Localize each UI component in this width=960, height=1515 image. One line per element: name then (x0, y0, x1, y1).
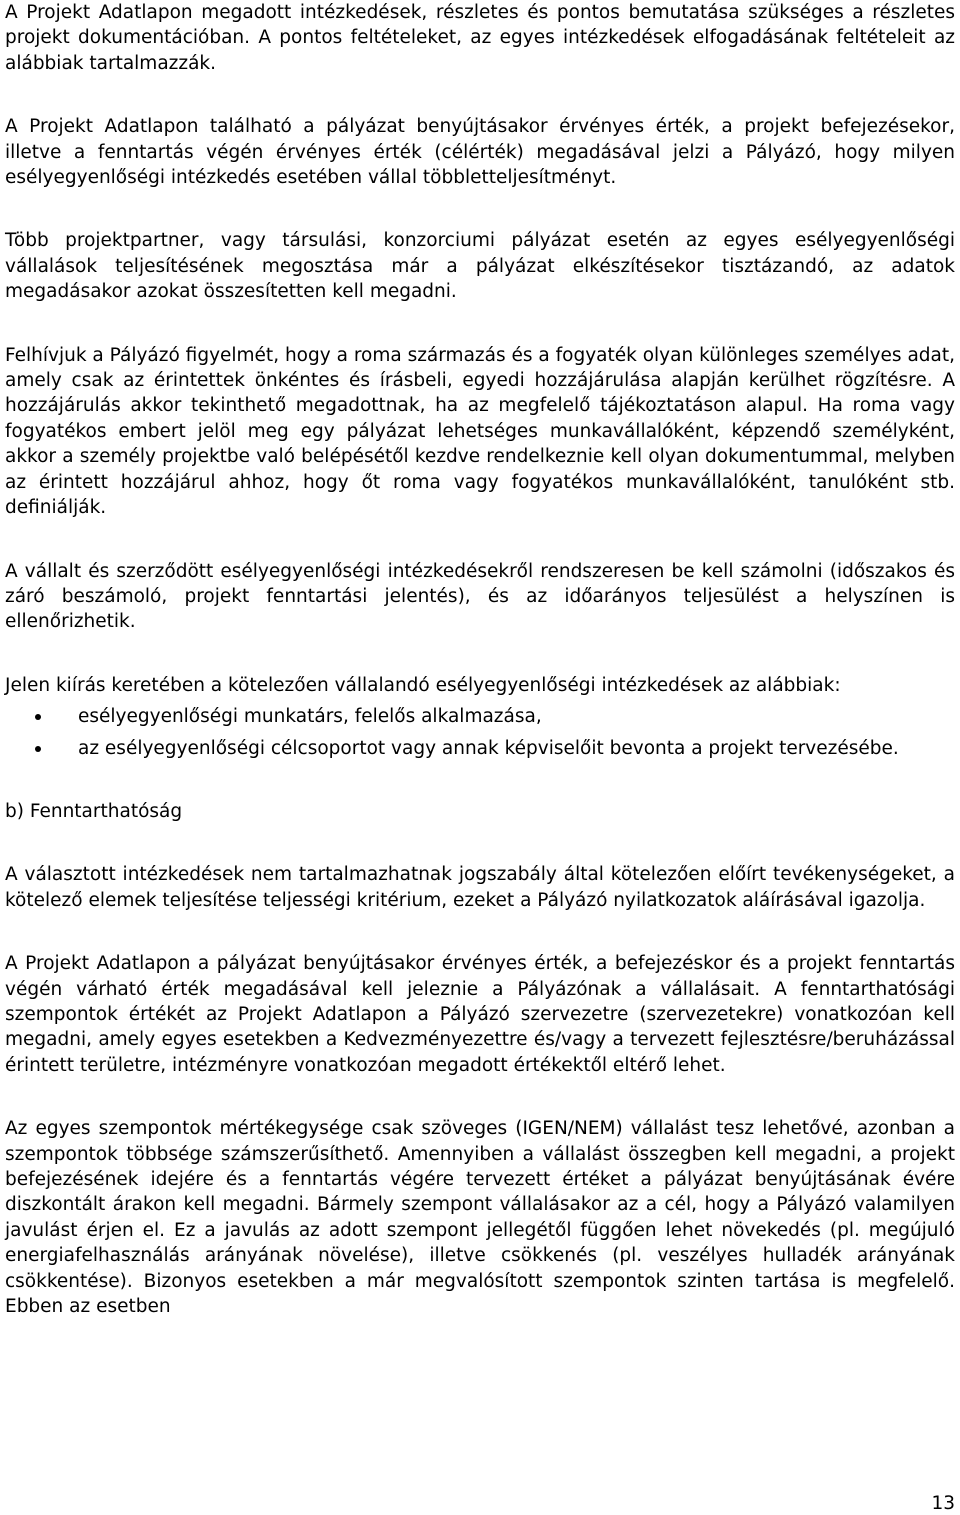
paragraph-mertekegyseg: Az egyes szempontok mértékegysége csak szöveges (IGEN/NEM) vállalást tesz lehetővé, azonban a szempontok többsége számszerűsíthető. Amennyiben a vállalást összegben kell megadni, a projekt befejezésének idejére és a fenntartás végére tervezett értéket a pályázat benyújtásának évére diszkontált árakon kell megadni. Bármely szempont vállalásakor az a cél, hogy a Pályázó valamilyen javulást érjen el. Ez a javulás az adott szempont jellegétől függően lehet növekedés (pl. megújuló energiafelhasználás arányának növelése), illetve csökkenés (pl. veszélyes hulladék arányának csökkentése). Bizonyos esetekben a már megvalósított szempontok szinten tartása is megfelelő. Ebben az esetben (5, 1118, 955, 1318)
bullet-item-celcsoport (5, 736, 955, 761)
bullet-text: az esélyegyenlőségi célcsoportot vagy annak képviselőit bevonta a projekt tervezésébe. (78, 737, 899, 759)
section-heading: b) Fenntarthatóság (5, 800, 183, 822)
bullet-dot-icon (35, 714, 41, 720)
paragraph-valasztott-intezkedesek: A választott intézkedések nem tartalmazhatnak jogszabály által kötelezően előírt tevékenységeket, a kötelező elemek teljesítése teljességi kritérium, ezeket a Pályázó nyilatkozatok aláírásával igazolja. (5, 864, 955, 911)
paragraph-intro: A Projekt Adatlapon megadott intézkedések, részletes és pontos bemutatása szükséges a részletes projekt dokumentációban. A pontos feltételeket, az egyes intézkedések elfogadásának feltételeit az alábbiak tartalmazzák. (5, 2, 955, 74)
bullet-text: esélyegyenlőségi munkatárs, felelős alkalmazása, (78, 706, 542, 728)
bullet-list (5, 704, 955, 761)
paragraph-projektpartner: Több projektpartner, vagy társulási, konzorciumi pályázat esetén az egyes esélyegyenlőségi vállalások teljesítésének megosztása már a pályázat elkészítésekor tisztázandó, az adatok megadásakor azokat összesítetten kell megadni. (5, 230, 955, 303)
paragraph-adatlap-ertek: A Projekt Adatlapon található a pályázat benyújtásakor érvényes érték, a projekt befejezésekor, illetve a fenntartás végén érvényes érték (célérték) megadásával jelzi a Pályázó, hogy milyen esélyegyenlőségi intézkedés esetében vállal többletteljesítményt. (5, 116, 955, 189)
paragraph-fenntarthatosagi-ertek: A Projekt Adatlapon a pályázat benyújtásakor érvényes érték, a befejezéskor és a projekt fenntartás végén várható érték megadásával kell jeleznie a Pályázónak a vállalásait. A fenntarthatósági szempontok értékét az Projekt Adatlapon a Pályázó szervezetre (szervezetekre) vonatkozóan kell megadni, amely egyes esetekben a Kedvezményezettre és/vagy a tervezett fejlesztésre/beruházással érintett területre, intézményre vonatkozóan megadott értékektől eltérő lehet. (5, 953, 955, 1076)
document-page (5, 0, 955, 1319)
paragraph-roma-fogyatek: Felhívjuk a Pályázó figyelmét, hogy a roma származás és a fogyaték olyan különleges személyes adat, amely csak az érintettek önkéntes és írásbeli, egyedi hozzájárulása alapján kerülhet rögzítésre. A hozzájárulás akkor tekinthető megadottnak, ha az megfelelő tájékoztatáson alapul. Ha roma vagy fogyatékos embert jelöl meg egy pályázat lehetséges munkavállalóként, képzendő személyként, akkor a személy projektbe való belépésétől kezdve rendelkeznie kell olyan dokumentummal, melyben az érintett hozzájárul ahhoz, hogy őt roma vagy fogyatékos munkavállalóként, tanulóként stb. definiálják. (5, 344, 955, 519)
page-number: 13 (931, 1493, 955, 1514)
paragraph-beszamolas: A vállalt és szerződött esélyegyenlőségi intézkedésekről rendszeresen be kell számolni (időszakos és záró beszámoló, projekt fenntartási jelentés), és az időarányos teljesülést a helyszínen is ellenőrizhetik. (5, 560, 955, 633)
bullet-dot-icon (35, 746, 41, 752)
bullet-item-munkatars (5, 704, 955, 729)
paragraph-kotelezo-intezkedesek: Jelen kiírás keretében a kötelezően vállalandó esélyegyenlőségi intézkedések az alábbiak: (5, 674, 841, 696)
